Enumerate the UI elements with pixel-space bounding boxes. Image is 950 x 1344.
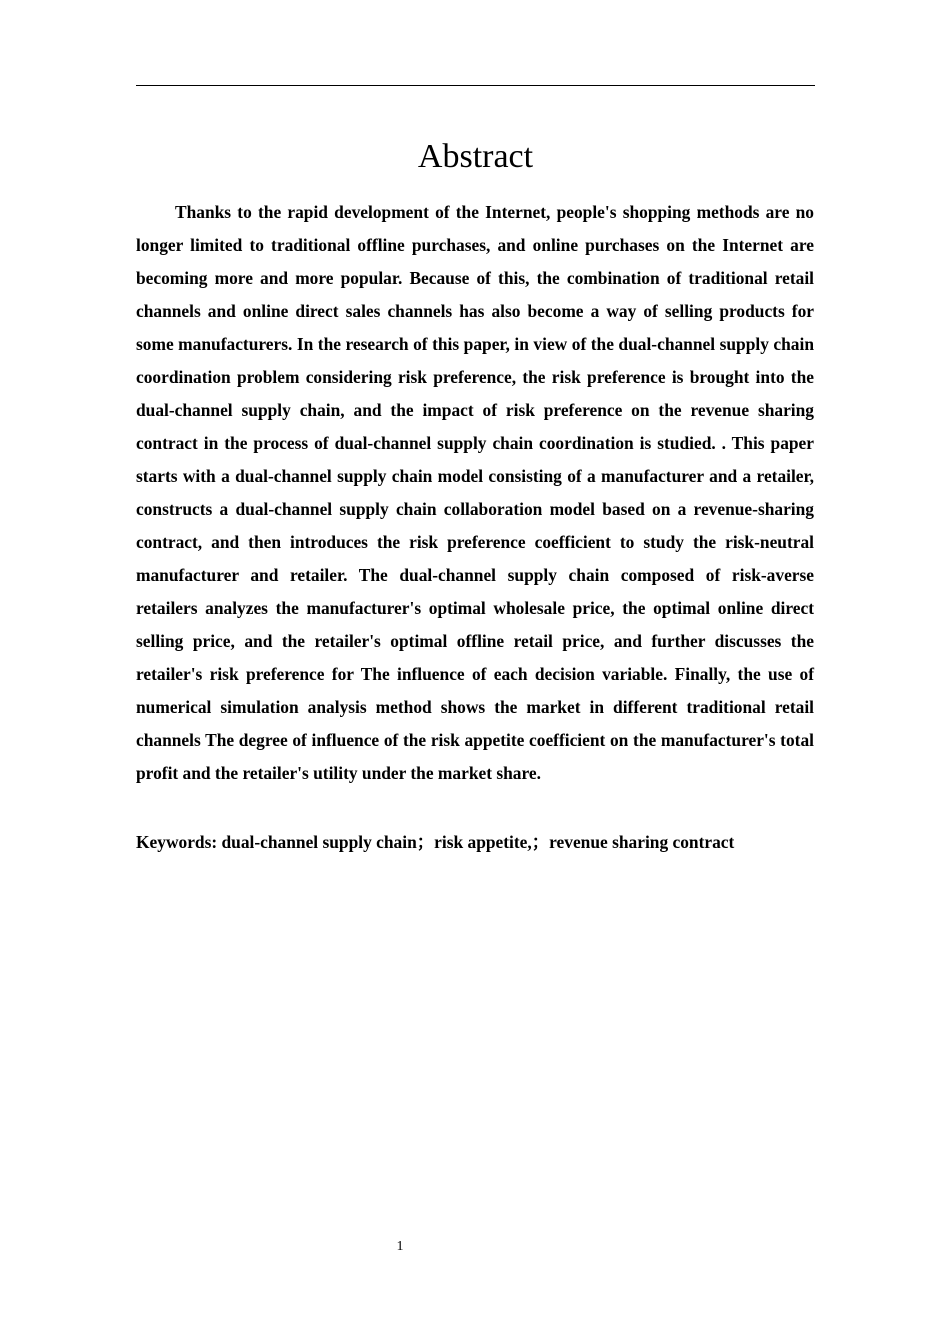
page-number: 1 — [396, 1239, 404, 1254]
keyword-separator: ； — [416, 832, 435, 852]
keyword-item: revenue sharing contract — [549, 832, 735, 852]
keyword-item: risk appetite, — [434, 832, 532, 852]
keywords-line — [136, 826, 815, 859]
abstract-body: Thanks to the rapid development of the Internet, people's shopping methods are no longer limited to traditional offline purchases, and online purchases on the Internet are becoming more and more popular. Because of this, the combination of traditional retail channels and online direct sales channels has also become a way of selling products for some manufacturers. In the research of this paper, in view of the dual-channel supply chain coordination problem considering risk preference, the risk preference is brought into the dual-channel supply chain, and the impact of risk preference on the revenue sharing contract in the process of dual-channel supply chain coordination is studied. . This paper starts with a dual-channel supply chain model consisting of a manufacturer and a retailer, constructs a dual-channel supply chain collaboration model based on a revenue-sharing contract, and then introduces the risk preference coefficient to study the risk-neutral manufacturer and retailer. The dual-channel supply chain composed of risk-averse retailers analyzes the manufacturer's optimal wholesale price, the optimal online direct selling price, and the retailer's optimal offline retail price, and further discusses the retailer's risk preference for The influence of each decision variable. Finally, the use of numerical simulation analysis method shows the market in different traditional retail channels The degree of influence of the risk appetite coefficient on the manufacturer's total profit and the retailer's utility under the market share. — [136, 202, 814, 783]
keyword-separator: ； — [531, 832, 550, 852]
keyword-item: dual-channel supply chain — [221, 832, 417, 852]
header-rule — [136, 85, 815, 86]
abstract-title: Abstract — [417, 138, 534, 175]
keywords-label: Keywords: — [136, 832, 222, 852]
